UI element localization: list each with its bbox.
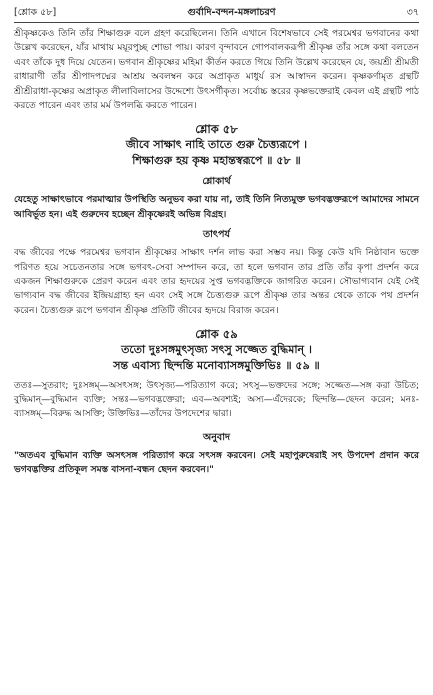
verse-59-translation-heading: অনুবাদ: [203, 431, 230, 443]
page-body: [14, 27, 419, 477]
page-number: ৩৭: [406, 7, 419, 18]
verse-58-purport-heading: তাৎপর্য: [203, 229, 230, 241]
verse-59-synonyms: ততঃ—সুতরাং; দুঃসঙ্গম্—অসৎসঙ্গ; উৎসৃজ্য—পরিত্যাগ করে; সৎসু—ভক্তদের সঙ্গে; সজ্জেত—সঙ্গ করা উচিত; বুদ্ধিমান্—বুদ্ধিমান ব্যক্তি; সন্তঃ—ভগবদ্ভক্তেরা; এব—অবশ্যই; অস্য—এঁদেরকে; ছিন্দন্তি—ছেদন করেন; মনঃ-ব্যাসঙ্গম্—বিরুদ্ধ আসক্তি; উক্তিভিঃ—তাঁদের উপদেশের দ্বারা।: [14, 381, 419, 419]
verse-59-line-2: সন্ত এবাস্য ছিন্দন্তি মনোব্যাসঙ্গমুক্তিভিঃ ॥ ৫৯ ॥: [113, 359, 320, 373]
verse-58-purport: বদ্ধ জীবের পক্ষে পরমেশ্বর ভগবান শ্রীকৃষ্ণের সাক্ষাৎ দর্শন লাভ করা সম্ভব নয়। কিন্তু কেউ যদি নিষ্ঠাবান ভক্তে পরিণত হয়ে সচেতনতার সঙ্গে ভগবৎ-সেবা সম্পাদন করে, তা হলে ভগবান তার প্রতি তাঁর কৃপা প্রদর্শন করে একজন শিক্ষাগুরুকে প্রেরণ করেন এবং তার হৃদয়ের সুপ্ত ভগবদ্ভক্তিকে জাগরিত করেন। সৌভাগ্যবান যেই সেই ভাগ্যবান বদ্ধ জীবের ইন্দ্রিয়গ্রাহ্য হন এবং সেই সঙ্গে চৈত্ত্যগুরু রূপে শ্রীকৃষ্ণ তার অন্তর থেকে তাকে পথ প্রদর্শন করেন। চৈত্ত্যগুরু রূপে ভগবান শ্রীকৃষ্ণ প্রতিটি জীবের হৃদয়ে বিরাজ করেন।: [14, 248, 419, 316]
verse-59-line-1: ততো দুঃসঙ্গমুৎসৃজ্য সৎসু সজ্জেত বুদ্ধিমান্ ।: [121, 343, 312, 357]
header-verse-ref: [শ্লোক ৫৮]: [14, 7, 57, 18]
verse-59-heading: শ্লোক ৫৯: [195, 327, 238, 342]
header-chapter-title: গুর্বাদি-বন্দন-মঙ্গলাচরণ: [187, 7, 276, 18]
verse-58-line-1: জীবে সাক্ষাৎ নাহি তাতে গুরু চৈত্ত্যরূপে ।: [125, 138, 308, 152]
book-page: [14, 6, 419, 477]
verse-58-translation: যেহেতু সাক্ষাৎভাবে পরমাত্মার উপস্থিতি অনুভব করা যায় না, তাই তিনি নিত্যমুক্ত ভগবদ্ভক্তরূপে আমাদের সামনে আবির্ভূত হন। এই গুরুদেব হচ্ছেন শ্রীকৃষ্ণেরই অভিন্ন বিগ্রহ।: [14, 195, 419, 220]
intro-paragraph: শ্রীকৃষ্ণকেও তিনি তাঁর শিক্ষাগুরু বলে গ্রহণ করেছিলেন। তিনি এখানে বিশেষভাবে সেই পরমেশ্বর ভগবানের কথা উল্লেখ করেছেন, যাঁর মাথায় ময়ূরপুচ্ছ শোভা পায়। কারণ বৃন্দাবনে গোপবালকরূপী শ্রীকৃষ্ণ তাঁর সঙ্গে কথা বলতেন এবং তাঁকে দুধ দিয়ে যেতেন। ভগবান শ্রীকৃষ্ণের মহিমা কীর্তন করতে গিয়ে তিনি উল্লেখ করেছেন যে, জয়শ্রী শ্রীমতী রাধারাণী তাঁর শ্রীপাদপদ্মের আশ্রয় অবলম্বন করে অপ্রাকৃত মাধুর্য রস আস্বাদন করেন। কৃষ্ণকর্ণামৃত গ্রন্থটি শ্রীশ্রীরাধা-কৃষ্ণের অপ্রাকৃত লীলাবিলাসের উদ্দেশ্যে উৎসর্গীকৃত। সর্বোচ্চ স্তরের কৃষ্ণভক্তেরাই কেবল এই গ্রন্থটি পাঠ করতে পারেন এবং তার মর্ম উপলব্ধি করতে পারেন।: [14, 29, 419, 112]
verse-58-heading: শ্লোক ৫৮: [195, 122, 238, 137]
verse-59-translation: "অতএব বুদ্ধিমান ব্যক্তি অসৎসঙ্গ পরিত্যাগ করে সৎসঙ্গ করবেন। সেই মহাপুরুষেরাই সৎ উপদেশ প্রদান করে ভগবদ্ভক্তির প্রতিকূল সমস্ত বাসনা-বন্ধন ছেদন করবেন।": [14, 450, 419, 476]
verse-58-translation-heading: শ্লোকার্থ: [202, 176, 231, 188]
running-header: [14, 6, 419, 23]
verse-58-line-2: শিক্ষাগুরু হয় কৃষ্ণ মহান্তস্বরূপে ॥ ৫৮ ॥: [132, 154, 301, 168]
